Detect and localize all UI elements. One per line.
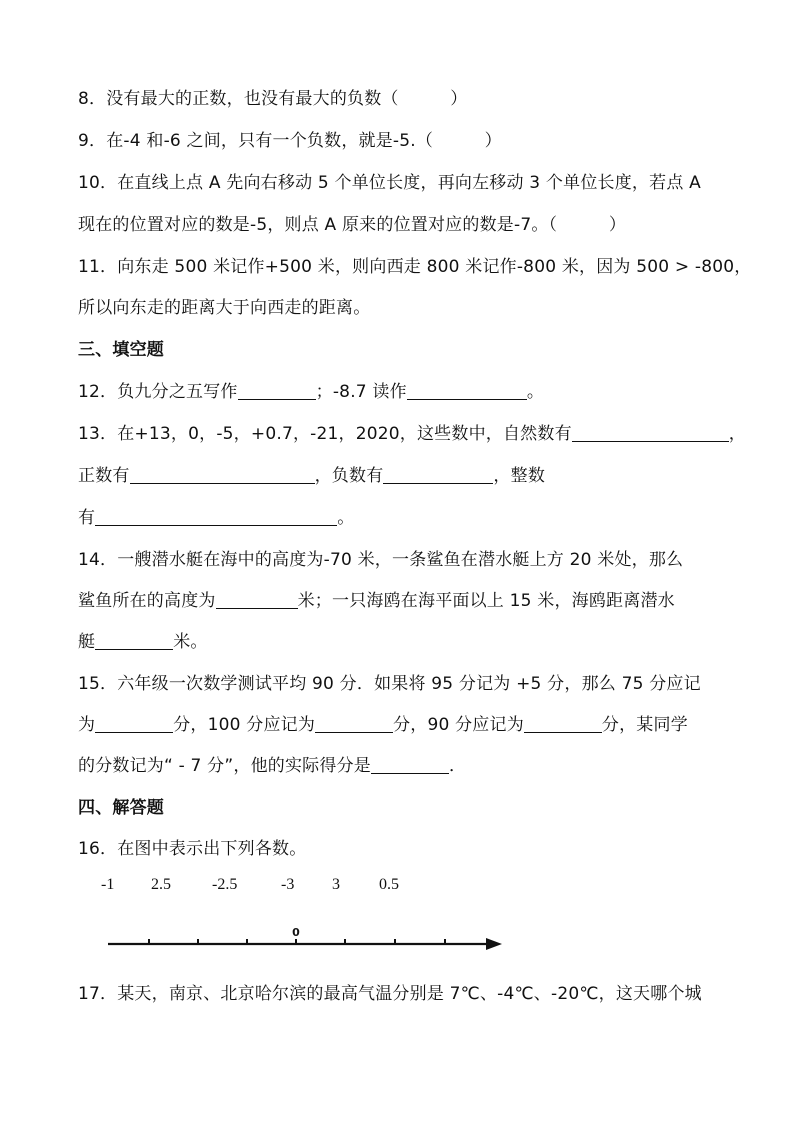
- zero-label: 0: [292, 926, 300, 939]
- question-13-text-3: 正数有: [78, 466, 130, 486]
- question-15-text-3: 分，90 分应记为: [393, 715, 524, 735]
- question-10-line-1: 10．在直线上点 A 先向右移动 5 个单位长度，再向左移动 3 个单位长度，若点 A: [78, 173, 701, 193]
- number-item: 3: [332, 876, 340, 893]
- question-10-line-2: 现在的位置对应的数是-5，则点 A 原来的位置对应的数是-7。（ ）: [78, 215, 627, 235]
- number-item: -2.5: [212, 876, 238, 893]
- section-fill-in-title: 三、填空题: [78, 340, 164, 360]
- question-11-line-1: 11．向东走 500 米记作+500 米，则向西走 800 米记作-800 米，因为 500 > -800，: [78, 257, 752, 277]
- question-12-text-2: ；-8.7 读作: [315, 382, 407, 402]
- question-15-text-4: 分，某同学: [601, 715, 688, 735]
- question-16: 16．在图中表示出下列各数。: [78, 839, 307, 859]
- question-13-text-1: 13．在+13，0，-5，+0.7，-21，2020，这些数中，自然数有: [78, 424, 572, 444]
- question-13-text-4: ，负数有: [314, 466, 384, 486]
- question-11-line-2: 所以向东走的距离大于向西走的距离。: [78, 298, 371, 318]
- number-item: -3: [281, 876, 295, 893]
- number-item: 2.5: [151, 876, 171, 893]
- question-15-text-1: 为: [78, 715, 96, 735]
- question-15-text-6: ．: [448, 756, 467, 776]
- question-12-text-3: 。: [526, 382, 545, 402]
- question-15-text-2: 分，100 分应记为: [173, 715, 316, 735]
- question-15-line-1: 15．六年级一次数学测试平均 90 分．如果将 95 分记为 +5 分，那么 75 分应记: [78, 674, 701, 694]
- question-14-text-3: 米；一只海鸥在海平面以上 15 米，海鸥距离潜水: [297, 591, 675, 611]
- number-line-arrow: [486, 938, 502, 950]
- question-12-text-1: 12．负九分之五写作: [78, 382, 238, 402]
- question-14-line-1: 14．一艘潜水艇在海中的高度为-70 米，一条鲨鱼在潜水艇上方 20 米处，那么: [78, 550, 684, 570]
- question-13-text-6: 有: [78, 508, 96, 528]
- question-15-text-5: 的分数记为“ - 7 分”，他的实际得分是: [78, 756, 371, 776]
- question-13-text-7: 。: [337, 508, 355, 528]
- question-8: 8．没有最大的正数，也没有最大的负数（ ）: [78, 89, 468, 109]
- question-14-text-2: 鲨鱼所在的高度为: [78, 591, 216, 611]
- question-9: 9．在-4 和-6 之间，只有一个负数，就是-5.（ ）: [78, 131, 502, 151]
- question-13-text-2: ，: [728, 424, 746, 444]
- section-solve-title: 四、解答题: [78, 798, 164, 818]
- number-item: 0.5: [379, 876, 399, 893]
- question-14-text-4: 艇: [78, 632, 96, 652]
- question-14-text-5: 米。: [173, 632, 208, 652]
- number-item: -1: [101, 876, 115, 893]
- question-13-text-5: ，整数: [493, 466, 546, 486]
- question-17: 17．某天，南京、北京哈尔滨的最高气温分别是 7℃、-4℃、-20℃，这天哪个城: [78, 984, 702, 1004]
